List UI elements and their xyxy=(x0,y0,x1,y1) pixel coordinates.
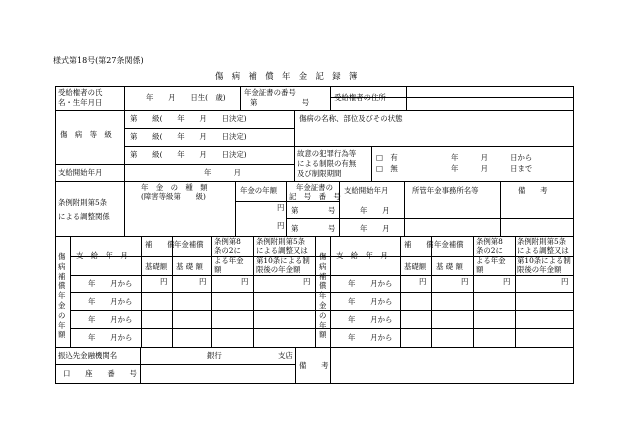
yen-left-1: 円 xyxy=(160,277,168,286)
hosho-base-label-left: 基礎額 xyxy=(145,262,168,271)
grade-line-1[interactable]: 第 級( 年 月 日決定) xyxy=(130,114,247,123)
pension-type-grade: (障害等級第 級) xyxy=(141,192,206,201)
fusoku-label-left: 条例附則第5条 による調整又は 第10条による制 限後の年金額 xyxy=(256,237,310,275)
month-from-right-2[interactable]: 年 月から xyxy=(348,297,393,306)
pension-type-label: 年 金 の 種 類 xyxy=(141,183,208,192)
restriction-from[interactable]: 年 月 日から xyxy=(451,153,533,162)
bank-remarks-label: 備 考 xyxy=(299,361,329,370)
pension-side-label-right: 傷 病 補 償 年 金 の 年 額 xyxy=(319,252,327,340)
month-from-left-3[interactable]: 年 月から xyxy=(88,315,133,324)
yen-left-4: 円 xyxy=(303,277,311,286)
cert-value-1[interactable]: 第 号 xyxy=(291,206,336,215)
nenkin-base-label-left: 基 礎 額 xyxy=(176,262,203,271)
restriction-label-2: による制限の有無 xyxy=(297,159,357,168)
month-from-right-4[interactable]: 年 月から xyxy=(348,333,393,342)
restriction-yes-checkbox[interactable]: □ 有 xyxy=(376,153,398,162)
restriction-label-3: 及び制限期間 xyxy=(297,169,342,178)
cert-value-2[interactable]: 第 号 xyxy=(291,224,336,233)
hosho-label-right: 補 償 xyxy=(404,240,434,249)
bank-suffix: 銀行 xyxy=(207,351,222,360)
name-label-2: 名・生年月日 xyxy=(58,98,103,107)
condition-label: 傷病の名称、部位及びその状態 xyxy=(299,114,403,123)
yen-left-2: 円 xyxy=(199,277,207,286)
dob-field[interactable]: 年 月 日生( 歳) xyxy=(146,93,226,102)
month-from-right-1[interactable]: 年 月から xyxy=(348,279,393,288)
restriction-no-checkbox[interactable]: □ 無 xyxy=(376,164,398,173)
adjust-label-1: 条例附則第5条 xyxy=(58,198,108,207)
cert-code-label-1: 年金証書の xyxy=(296,183,333,192)
ym-value-2[interactable]: 年 月 xyxy=(360,224,390,233)
pay-month-label-left: 支 給 年 月 xyxy=(76,251,128,260)
pay-month-label-right: 支 給 年 月 xyxy=(336,251,388,260)
nenkin-label-right: 年金補償 xyxy=(434,240,464,249)
account-number-label: 口 座 番 号 xyxy=(63,369,137,378)
start-value[interactable]: 年 月 xyxy=(204,168,241,177)
adjust-label-2: による調整関係 xyxy=(58,212,110,221)
adjust-start-label: 支給開始年月 xyxy=(344,186,389,195)
name-label-1: 受給権者の氏 xyxy=(58,88,103,97)
ym-value-1[interactable]: 年 月 xyxy=(360,206,390,215)
bank-name-label: 振込先金融機関名 xyxy=(58,351,118,360)
cert-number-label: 年金証書の番号 xyxy=(244,88,296,97)
form-number: 様式第18号(第27条関係) xyxy=(53,56,144,65)
annual-amount-label: 年金の年額 xyxy=(240,186,277,195)
month-from-left-1[interactable]: 年 月から xyxy=(88,279,133,288)
rei8-label-right: 条例第8 条の2に よる年金 額 xyxy=(476,237,506,275)
adjust-remarks-label: 備 考 xyxy=(518,186,548,195)
yen-right-4: 円 xyxy=(561,277,569,286)
grade-line-2[interactable]: 第 級( 年 月 日決定) xyxy=(130,132,247,141)
amount-yen-2: 円 xyxy=(277,221,285,230)
cert-number-field[interactable]: 第 号 xyxy=(250,98,310,107)
rei8-label-left: 条例第8 条の2に よる年金 額 xyxy=(214,237,244,275)
address-label: 受給権者の住所 xyxy=(334,93,386,102)
yen-right-1: 円 xyxy=(419,277,427,286)
yen-left-3: 円 xyxy=(241,277,249,286)
month-from-left-2[interactable]: 年 月から xyxy=(88,297,133,306)
office-label: 所管年金事務所名等 xyxy=(412,186,479,195)
restriction-until[interactable]: 年 月 日まで xyxy=(451,164,533,173)
fusoku-label-right: 条例附則第5条 による調整又は 第10条による制 限後の年金額 xyxy=(517,237,571,275)
nenkin-base-label-right: 基 礎 額 xyxy=(436,262,463,271)
branch-suffix: 支店 xyxy=(278,351,293,360)
hosho-base-label-right: 基礎額 xyxy=(404,262,427,271)
month-from-left-4[interactable]: 年 月から xyxy=(88,333,133,342)
month-from-right-3[interactable]: 年 月から xyxy=(348,315,393,324)
form-title: 傷 病 補 償 年 金 記 録 簿 xyxy=(215,71,358,81)
start-label: 支給開始年月 xyxy=(58,168,103,177)
yen-right-2: 円 xyxy=(461,277,469,286)
grade-line-3[interactable]: 第 級( 年 月 日決定) xyxy=(130,150,247,159)
hosho-label-left: 補 償 xyxy=(145,240,175,249)
grade-label: 傷 病 等 級 xyxy=(60,130,112,139)
nenkin-label-left: 年金補償 xyxy=(174,240,204,249)
yen-right-3: 円 xyxy=(503,277,511,286)
amount-yen-1: 円 xyxy=(277,203,285,212)
pension-side-label-left: 傷 病 補 償 年 金 の 年 額 xyxy=(58,252,66,340)
cert-code-label-2: 記 号 番 号 xyxy=(289,192,341,201)
restriction-label-1: 故意の犯罪行為等 xyxy=(297,149,357,158)
